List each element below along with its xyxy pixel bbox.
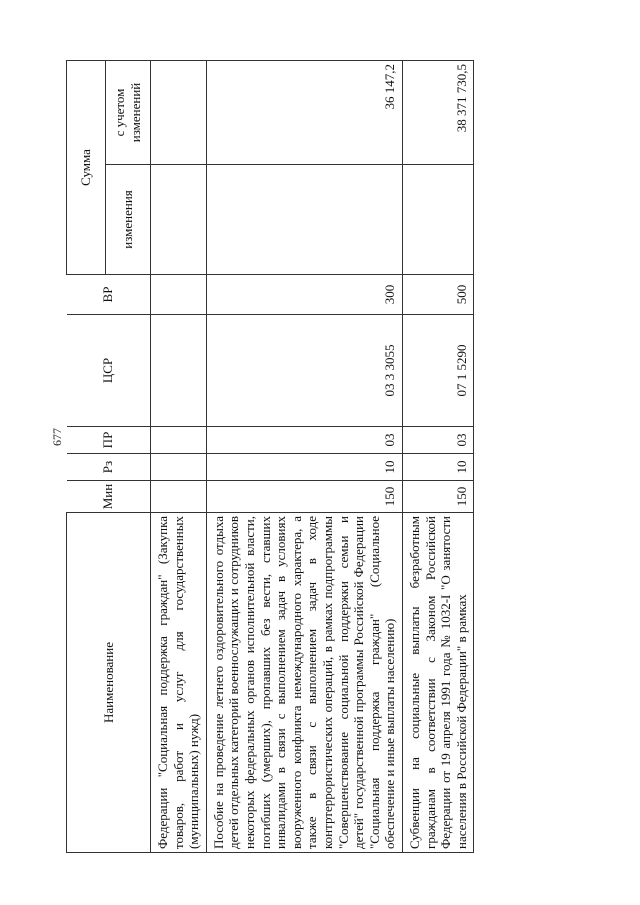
header-rz: Рз xyxy=(67,454,151,481)
row-name: Федерации "Социальная поддержка граждан" (Закупка товаров, работ и услуг для государственных (муниципальных) нужд) xyxy=(151,513,207,853)
row-csr: 03 3 3055 xyxy=(206,315,402,427)
row-total: 36 147,2 xyxy=(206,61,402,165)
row-change xyxy=(151,165,207,275)
row-vr: 300 xyxy=(206,275,402,315)
table-row xyxy=(402,61,473,853)
row-total xyxy=(151,61,207,165)
row-name: Пособие на проведение летнего оздоровительного отдыха детей отдельных категорий военнослужащих и сотрудников некоторых федеральных органов исполнительной власти, погибших (умерших), пропавших без вести, ставших инвалидами в связи с выполнением задач в условиях вооруженного конфликта немеждународного характера, а также в связи с выполнением задач в ходе контртеррористических операций, в рамках подпрограммы "Совершенствование социальной поддержки семьи и детей" государственной программы Российской Федерации "Социальная поддержка граждан" (Социальное обеспечение и иные выплаты населению) xyxy=(206,513,402,853)
budget-table xyxy=(66,60,474,853)
row-min xyxy=(151,481,207,513)
header-sum-with-change: с учетом изменений xyxy=(106,61,151,165)
row-pr xyxy=(151,427,207,454)
page-number: 677 xyxy=(50,428,64,446)
row-pr: 03 xyxy=(206,427,402,454)
row-csr: 07 1 5290 xyxy=(402,315,473,427)
row-min: 150 xyxy=(206,481,402,513)
header-vr: ВР xyxy=(67,275,151,315)
header-sum-change: изменения xyxy=(106,165,151,275)
header-name: Наименование xyxy=(67,513,151,853)
row-rz: 10 xyxy=(402,454,473,481)
header-min: Мин xyxy=(67,481,151,513)
budget-table-container xyxy=(66,53,586,853)
table-row xyxy=(151,61,207,853)
row-vr xyxy=(151,275,207,315)
row-rz: 10 xyxy=(206,454,402,481)
row-rz xyxy=(151,454,207,481)
table-row xyxy=(206,61,402,853)
row-pr: 03 xyxy=(402,427,473,454)
row-min: 150 xyxy=(402,481,473,513)
row-vr: 500 xyxy=(402,275,473,315)
row-csr xyxy=(151,315,207,427)
header-sum: Сумма xyxy=(67,61,106,275)
row-name: Субвенции на социальные выплаты безработным гражданам в соответствии с Законом Российской Федерации от 19 апреля 1991 года № 1032-I "О занятости населения в Российской Федерации" в рамках xyxy=(402,513,473,853)
header-pr: ПР xyxy=(67,427,151,454)
row-change xyxy=(206,165,402,275)
header-csr: ЦСР xyxy=(67,315,151,427)
row-total: 38 371 730,5 xyxy=(402,61,473,165)
row-change xyxy=(402,165,473,275)
